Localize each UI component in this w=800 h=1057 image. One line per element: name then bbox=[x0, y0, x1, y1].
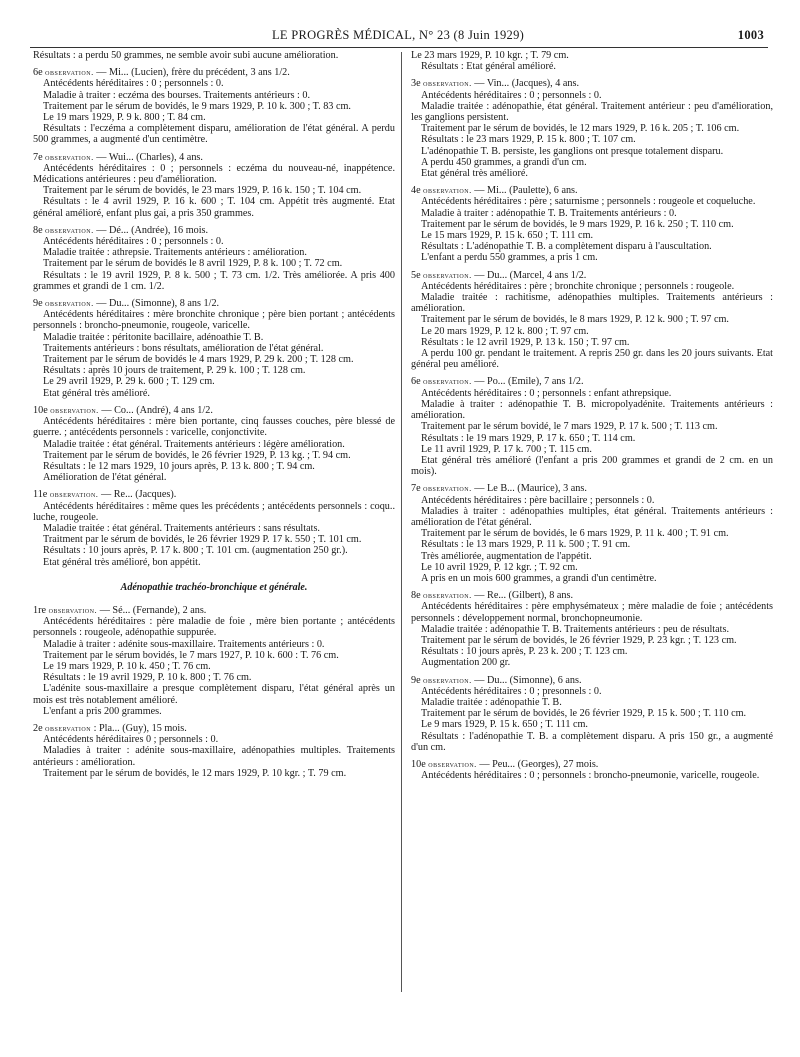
observation-line: Maladies à traiter : adénite sous-maxillaire, adénopathies multiples. Traitements antérieurs : amélioration. bbox=[33, 745, 395, 768]
observation-line: Traitement par le sérum bovidé, le 7 mars 1929, P. 17 k. 500 ; T. 113 cm. bbox=[421, 421, 718, 433]
observation-line: Antécédents héréditaires : 0 ; personnels : broncho-pneumonie, varicelle, rougeole. bbox=[421, 770, 760, 782]
observation-label: observation. bbox=[50, 404, 99, 415]
observation-label: observation. bbox=[423, 483, 472, 494]
observation-label: observation. bbox=[423, 674, 472, 685]
observation-subject: — Po... (Emile), 7 ans 1/2. bbox=[471, 376, 584, 388]
header-rule bbox=[30, 47, 768, 48]
observation-line: Traitment par le sérum de bovidés, le 26 février 1929 P. 17 k. 550 ; T. 101 cm. bbox=[43, 534, 362, 546]
observation-subject: — Co... (André), 4 ans 1/2. bbox=[98, 404, 213, 416]
observation-block bbox=[33, 298, 395, 399]
page-number: 1003 bbox=[737, 28, 764, 42]
right-column bbox=[411, 50, 773, 1050]
observation-label: observation. bbox=[45, 298, 94, 309]
observation-number: 8e bbox=[33, 224, 43, 236]
observation-heading bbox=[33, 405, 395, 416]
observation-line: Amélioration de l'état général. bbox=[43, 472, 167, 484]
observation-number: 9e bbox=[411, 674, 421, 686]
text-line: Le 23 mars 1929, P. 10 kgr. ; T. 79 cm. bbox=[411, 50, 569, 61]
observation-label: observation. bbox=[423, 376, 472, 387]
observation-label: observation. bbox=[49, 489, 99, 500]
observation-heading bbox=[411, 483, 773, 494]
observation-line: Traitement par le sérum bovidés, le 7 mars 1927, P. 10 k. 600 : T. 76 cm. bbox=[43, 649, 339, 661]
observation-line: Résultats : après 10 jours de traitement, P. 29 k. 100 ; T. 128 cm. bbox=[43, 365, 306, 377]
observation-line: Résultats : le 12 mars 1929, 10 jours après, P. 13 k. 800 ; T. 94 cm. bbox=[43, 460, 315, 472]
observation-line: Antécédents héréditaires : 0 ; personnels : eczéma du nouveau-né, inappétence. Médications antérieures : peu d'amélioration. bbox=[33, 162, 395, 186]
observation-heading bbox=[33, 489, 395, 500]
observation-line: Maladie traitée : péritonite bacillaire, adénoathie T. B. bbox=[43, 331, 264, 343]
column-divider bbox=[401, 52, 402, 992]
observation-line: Maladie traitée : adénopathie T. B. bbox=[421, 696, 562, 708]
observation-block bbox=[33, 489, 395, 567]
observation-line: L'enfant a pris 200 grammes. bbox=[43, 705, 162, 717]
observation-line: Traitement par le sérum de bovidés, le 26 février 1929, P. 13 kg. ; T. 94 cm. bbox=[43, 449, 351, 461]
observation-line: Etat général très amélioré, bon appétit. bbox=[43, 556, 201, 568]
observation-line: Résultats : le 19 avril 1929, P. 8 k. 500 ; T. 73 cm. 1/2. Très améliorée. A pris 400 grammes et grandi de 1 cm. 1/2. bbox=[33, 269, 395, 292]
observation-heading bbox=[33, 225, 395, 236]
running-header bbox=[0, 28, 800, 48]
observation-line: Antécédents héréditaires : mère bronchite chronique ; père bien portant ; antécédents personnels : broncho-pneumonie, rougeole, varicelle. bbox=[33, 309, 395, 332]
observation-line: Antécédents héréditaires : père emphysémateux ; mère maladie de foie ; antécédents personnels : développement normal, bronchopneumonie. bbox=[411, 601, 773, 624]
observation-line: Maladie à traiter : adénopathie T. B. micropolyadénite. Traitements antérieurs : amélioration. bbox=[411, 398, 773, 422]
observation-line: Le 11 avril 1929, P. 17 k. 700 ; T. 115 cm. bbox=[421, 443, 592, 455]
observation-line: Résultats : 10 jours après, P. 17 k. 800 ; T. 101 cm. (augmentation 250 gr.). bbox=[43, 545, 348, 557]
observation-number: 6e bbox=[411, 376, 421, 388]
observation-line: Traitement par le sérum de bovidés, le 26 février 1929, P. 23 kgr. ; T. 123 cm. bbox=[421, 634, 737, 646]
observation-subject: — Re... (Gilbert), 8 ans. bbox=[471, 590, 574, 602]
observation-line: Maladie traitée : état général. Traitements antérieurs : sans résultats. bbox=[43, 522, 320, 534]
observation-block bbox=[411, 78, 773, 179]
continuation-block bbox=[411, 50, 773, 72]
observation-label: observation. bbox=[45, 67, 94, 78]
observation-number: 7e bbox=[33, 151, 43, 163]
observation-heading bbox=[411, 185, 773, 196]
observations-group-b bbox=[33, 605, 395, 779]
observation-number: 10e bbox=[411, 758, 426, 770]
observation-line: Traitement par le sérum de bovidés, le 8 mars 1929, P. 12 k. 900 ; T. 97 cm. bbox=[421, 314, 729, 326]
observation-line: Antécédents héréditaires : 0 ; personnels : 0. bbox=[43, 78, 224, 90]
observation-line: Traitement par le sérum de bovidés, le 12 mars 1929, P. 16 k. 205 ; T. 106 cm. bbox=[421, 123, 740, 135]
observation-block bbox=[411, 270, 773, 371]
observation-line: Antécédents héréditaires : père ; saturnisme ; personnels : rougeole et coqueluche. bbox=[421, 196, 756, 208]
observation-subject: — Du... (Simonne), 6 ans. bbox=[471, 674, 582, 686]
observation-label: observation. bbox=[45, 224, 94, 235]
observation-heading bbox=[411, 270, 773, 281]
section-title: Adénopathie trachéo-bronchique et générale. bbox=[120, 581, 308, 593]
observation-line: Traitement par le sérum de bovidés le 4 mars 1929, P. 29 k. 200 ; T. 128 cm. bbox=[43, 354, 354, 366]
observation-number: 5e bbox=[411, 269, 421, 281]
observation-heading bbox=[411, 590, 773, 601]
observation-line: Maladie traitée : rachitisme, adénopathies multiples. Traitements antérieurs : amélioration. bbox=[411, 292, 773, 315]
journal-title: LE PROGRÈS MÉDICAL, N° 23 (8 Juin 1929) bbox=[272, 28, 525, 42]
observation-line: Résultats : l'eczéma a complètement disparu, amélioration de l'état général. A perdu 500 grammes, a augmenté d'un centimètre. bbox=[33, 123, 395, 146]
observation-subject: — Vin... (Jacques), 4 ans. bbox=[471, 78, 580, 90]
observation-line: Résultats : l'adénopathie T. B. a complètement disparu. A pris 150 gr., a augmenté d'un cm. bbox=[411, 730, 773, 753]
observation-line: Maladie traitée : athrepsie. Traitements antérieurs : amélioration. bbox=[43, 247, 307, 259]
observation-block bbox=[411, 185, 773, 263]
observation-line: Résultats : 10 jours après, P. 23 k. 200 ; T. 123 cm. bbox=[421, 646, 628, 658]
observation-label: observation. bbox=[423, 269, 472, 280]
observation-line: Résultats : le 23 mars 1929, P. 15 k. 800 ; T. 107 cm. bbox=[421, 134, 636, 146]
observation-number: 11e bbox=[33, 489, 48, 501]
observation-line: Le 19 mars 1929, P. 9 k. 800 ; T. 84 cm. bbox=[43, 112, 206, 124]
observation-block bbox=[33, 405, 395, 483]
observation-subject: — Sé... (Fernande), 2 ans. bbox=[97, 604, 207, 616]
observation-subject: — Dé... (Andrée), 16 mois. bbox=[93, 224, 209, 236]
observation-block bbox=[33, 225, 395, 292]
observation-subject: — Mi... (Lucien), frère du précédent, 3 ans 1/2. bbox=[93, 67, 290, 79]
observation-block bbox=[411, 483, 773, 584]
observation-subject: — Du... (Simonne), 8 ans 1/2. bbox=[93, 298, 220, 310]
observation-label: observation. bbox=[423, 185, 472, 196]
observation-line: A pris en un mois 600 grammes, a grandi d'un centimètre. bbox=[421, 572, 657, 584]
observation-heading bbox=[33, 67, 395, 78]
observation-number: 9e bbox=[33, 298, 43, 310]
observation-line: Le 10 avril 1929, P. 12 kgr. ; T. 92 cm. bbox=[421, 561, 578, 573]
observation-number: 6e bbox=[33, 67, 43, 79]
observation-line: Antécédents héréditaires : père bacillaire ; personnels : 0. bbox=[421, 494, 655, 506]
observation-line: Traitements antérieurs : bons résultats, amélioration de l'état général. bbox=[43, 342, 324, 354]
observation-number: 2e bbox=[33, 722, 43, 734]
observation-heading bbox=[411, 759, 773, 770]
observation-line: L'adénopathie T. B. persiste, les ganglions ont presque totalement disparu. bbox=[421, 145, 724, 157]
observation-line: Traitement par le sérum de bovidés, le 9 mars 1929, P. 16 k. 250 ; T. 110 cm. bbox=[421, 218, 734, 230]
observation-line: Maladie à traiter : adénopathie T. B. Traitements antérieurs : 0. bbox=[421, 207, 677, 219]
observation-line: Etat général très amélioré. bbox=[43, 387, 150, 399]
observation-heading bbox=[411, 675, 773, 686]
observation-line: Antécédents héréditaires : père maladie de foie , mère bien portante ; antécédents personnels : rougeole, adénopathie suppurée. bbox=[33, 616, 395, 639]
observation-line: Résultats : L'adénopathie T. B. a complètement disparu à l'auscultation. bbox=[421, 241, 712, 253]
observation-subject: — Mi... (Paulette), 6 ans. bbox=[471, 185, 578, 197]
observation-label: observation. bbox=[428, 758, 477, 769]
observations-group-a bbox=[33, 67, 395, 568]
observation-line: Résultats : le 19 mars 1929, P. 17 k. 650 ; T. 114 cm. bbox=[421, 432, 636, 444]
observation-line: Etat général très amélioré (l'enfant a pris 200 grammes et grandi de 2 cm. en un mois). bbox=[411, 454, 773, 478]
observation-line: Le 19 mars 1929, P. 10 k. 450 ; T. 76 cm. bbox=[43, 660, 211, 672]
observation-heading bbox=[33, 298, 395, 309]
observation-line: Traitement par le sérum de bovidés, le 23 mars 1929, P. 16 k. 150 ; T. 104 cm. bbox=[43, 185, 362, 197]
observation-heading bbox=[411, 78, 773, 89]
observation-line: Etat général très amélioré. bbox=[421, 168, 528, 180]
observation-line: Maladie à traiter : eczéma des bourses. Traitements antérieurs : 0. bbox=[43, 89, 311, 101]
observation-number: 7e bbox=[411, 483, 421, 495]
observation-subject: : Pla... (Guy), 15 mois. bbox=[91, 722, 187, 734]
observation-line: Antécédents héréditaires : père ; bronchite chronique ; personnels : rougeole. bbox=[421, 280, 735, 292]
observation-heading bbox=[33, 723, 395, 734]
observation-heading bbox=[411, 376, 773, 387]
observation-number: 4e bbox=[411, 185, 421, 197]
observation-number: 10e bbox=[33, 404, 48, 416]
observation-line: Maladie traitée : adénopathie, état général. Traitement antérieur : peu d'amélioration, les ganglions persistent. bbox=[411, 100, 773, 124]
observation-line: Traitement par le sérum de bovidés, le 12 mars 1929, P. 10 kgr. ; T. 79 cm. bbox=[43, 767, 347, 779]
observation-line: Traitement par le sérum de bovidés, le 26 février 1929, P. 15 k. 500 ; T. 110 cm. bbox=[421, 708, 747, 720]
text-line: Résultats : a perdu 50 grammes, ne semble avoir subi aucune amélioration. bbox=[33, 50, 339, 61]
observation-line: Antécédents héréditaires : mère bien portante, cinq fausses couches, père blessé de guerre. ; antécédents personnels : varicelle, conjonctivite. bbox=[33, 416, 395, 439]
observation-line: Antécédents héréditaires 0 ; personnels : 0. bbox=[43, 734, 219, 746]
observation-line: Maladie à traiter : adénite sous-maxillaire. Traitements antérieurs : 0. bbox=[43, 638, 325, 650]
observation-subject: — Peu... (Georges), 27 mois. bbox=[476, 758, 599, 770]
observation-heading bbox=[33, 605, 395, 616]
observation-line: Maladies à traiter : adénopathies multiples, état général. Traitements antérieurs : amélioration de l'état général. bbox=[411, 505, 773, 528]
observation-label: observation. bbox=[423, 590, 472, 601]
observation-subject: — Re... (Jacques). bbox=[98, 489, 177, 501]
observation-line: Maladie traitée : état général. Traitements antérieurs : légère amélioration. bbox=[43, 438, 345, 450]
observation-line: Le 15 mars 1929, P. 15 k. 650 ; T. 111 cm. bbox=[421, 230, 594, 242]
observation-block bbox=[411, 376, 773, 477]
observation-block bbox=[411, 675, 773, 753]
observation-subject: — Du... (Marcel, 4 ans 1/2. bbox=[471, 269, 587, 281]
observation-label: observation. bbox=[423, 78, 472, 89]
left-column bbox=[33, 50, 395, 1050]
observation-number: 1re bbox=[33, 604, 47, 616]
observation-line: Traitement par le sérum de bovidés, le 9 mars 1929, P. 10 k. 300 ; T. 83 cm. bbox=[43, 100, 351, 112]
observation-line: A perdu 450 grammes, a grandi d'un cm. bbox=[421, 156, 587, 168]
observation-line: Résultats : le 19 avril 1929, P. 10 k. 800 ; T. 76 cm. bbox=[43, 672, 252, 684]
observation-number: 8e bbox=[411, 590, 421, 602]
observation-line: Résultats : le 4 avril 1929, P. 16 k. 600 ; T. 104 cm. Appétit très augmenté. Etat général amélioré, enfant plus gai, a pris 350 grammes. bbox=[33, 196, 395, 219]
observation-line: Traitement par le sérum de bovidés, le 6 mars 1929, P. 11 k. 400 ; T. 91 cm. bbox=[421, 528, 729, 540]
observation-block bbox=[33, 723, 395, 779]
observation-line: A perdu 100 gr. pendant le traitement. A repris 250 gr. dans les 20 jours suivants. Etat général peu amélioré. bbox=[411, 348, 773, 371]
observation-subject: — Wui... (Charles), 4 ans. bbox=[93, 151, 203, 163]
observation-label: observation. bbox=[48, 604, 98, 615]
observation-block bbox=[33, 67, 395, 145]
observation-subject: — Le B... (Maurice), 3 ans. bbox=[471, 483, 587, 495]
observation-line: Antécédents héréditaires : 0 ; personnels : 0. bbox=[421, 89, 602, 101]
observation-line: Le 20 mars 1929, P. 12 k. 800 ; T. 97 cm. bbox=[421, 325, 589, 337]
observation-block bbox=[33, 152, 395, 219]
observation-number: 3e bbox=[411, 78, 421, 90]
observation-block bbox=[411, 759, 773, 781]
observation-line: Antécédents héréditaires : même ques les précédents ; antécédents personnels : coqu.. luche, rougeole. bbox=[33, 500, 395, 523]
observations-group bbox=[411, 78, 773, 781]
observation-label: observation. bbox=[45, 151, 94, 162]
observation-label: observation bbox=[45, 722, 92, 733]
observation-line: L'adénite sous-maxillaire a presque complètement disparu, l'état général après un mois est très notablement amélioré. bbox=[33, 683, 395, 706]
observation-line: Maladie traitée : adénopathie T. B. Traitements antérieurs : peu de résultats. bbox=[421, 623, 729, 635]
observation-line: Résultats : le 12 avril 1929, P. 13 k. 150 ; T. 97 cm. bbox=[421, 336, 630, 348]
observation-block bbox=[33, 605, 395, 717]
observation-block bbox=[411, 590, 773, 668]
observation-line: Le 9 mars 1929, P. 15 k. 650 ; T. 111 cm. bbox=[421, 719, 588, 731]
observation-line: Traitement par le sérum de bovidés le 8 avril 1929, P. 8 k. 100 ; T. 72 cm. bbox=[43, 258, 343, 270]
observation-line: Antécédents héréditaires : 0 ; personnels : 0. bbox=[43, 236, 224, 248]
observation-line: Antécédents héréditaires : 0 ; presonnels : 0. bbox=[421, 685, 602, 697]
observation-line: Résultats : le 13 mars 1929, P. 11 k. 500 ; T. 91 cm. bbox=[421, 539, 631, 551]
text-line: Résultats : Etat général amélioré. bbox=[421, 61, 556, 73]
observation-line: Le 29 avril 1929, P. 29 k. 600 ; T. 129 cm. bbox=[43, 376, 215, 388]
continuation-block bbox=[33, 50, 395, 61]
observation-line: L'enfant a perdu 550 grammes, a pris 1 cm. bbox=[421, 252, 598, 264]
observation-line: Augmentation 200 gr. bbox=[421, 657, 511, 669]
observation-line: Antécédents héréditaires : 0 ; personnels : enfant athrepsique. bbox=[421, 387, 672, 399]
observation-heading bbox=[33, 152, 395, 163]
observation-line: Très améliorée, augmentation de l'appétit. bbox=[421, 550, 592, 562]
